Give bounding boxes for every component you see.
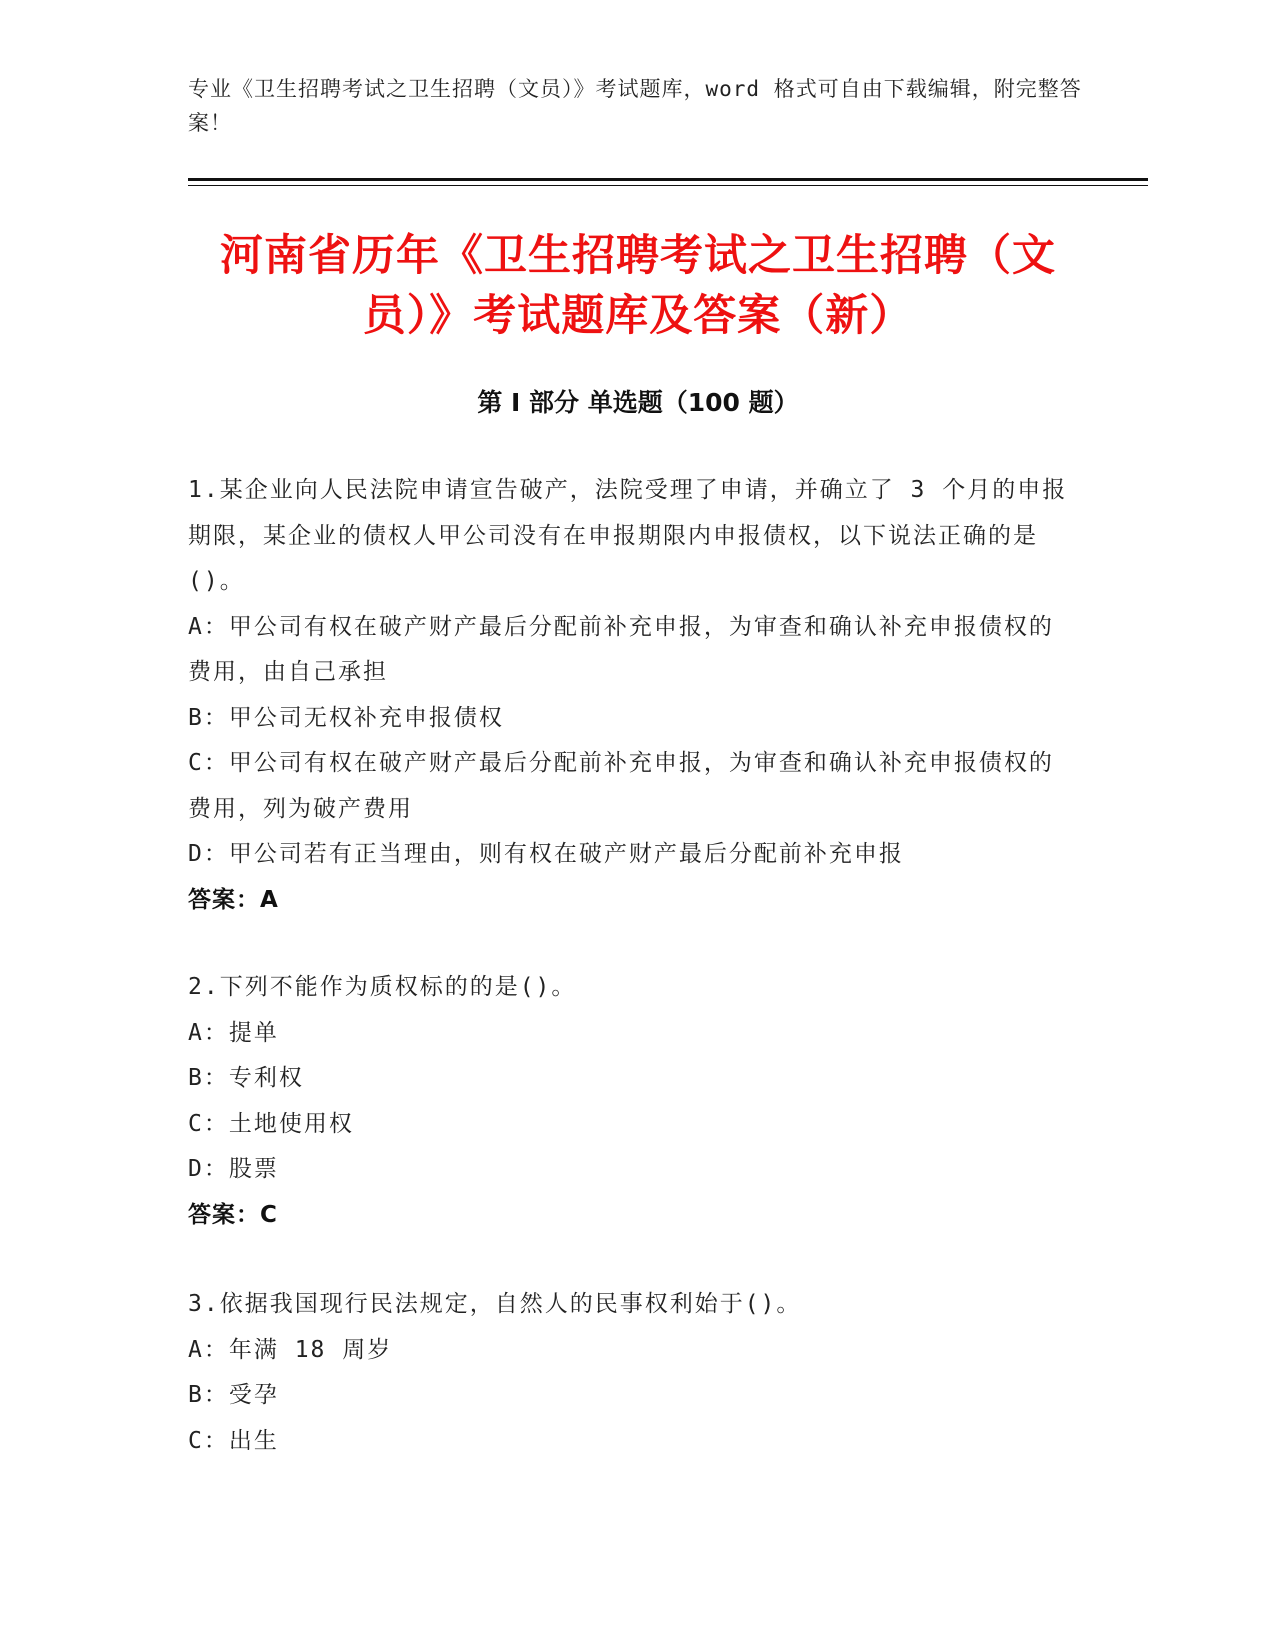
answer: 答案：C xyxy=(188,1201,278,1228)
section-heading: 第 I 部分 单选题（100 题） xyxy=(477,388,799,417)
option-a: A：提单 xyxy=(188,1019,279,1046)
question-stem: 1.某企业向人民法院申请宣告破产，法院受理了申请，并确立了 3 个月的申报期限，某企业的债权人甲公司没有在申报期限内申报债权，以下说法正确的是()。 xyxy=(188,477,1068,594)
option-d: D：甲公司若有正当理由，则有权在破产财产最后分配前补充申报 xyxy=(188,841,904,867)
question-stem: 3.依据我国现行民法规定，自然人的民事权利始于()。 xyxy=(188,1291,802,1317)
option-d: D：股票 xyxy=(188,1156,279,1182)
header-note: 专业《卫生招聘考试之卫生招聘（文员）》考试题库，word 格式可自由下载编辑，附完整答案！ xyxy=(188,77,1082,135)
question-1 xyxy=(188,468,1068,923)
option-b: B：受孕 xyxy=(188,1382,279,1408)
option-b: B：专利权 xyxy=(188,1065,304,1091)
answer: 答案：A xyxy=(188,886,279,913)
option-b: B：甲公司无权补充申报债权 xyxy=(188,704,504,731)
header-divider-thin xyxy=(188,185,1148,186)
option-a: A：甲公司有权在破产财产最后分配前补充申报，为审查和确认补充申报债权的费用，由自己承担 xyxy=(188,613,1054,685)
option-a: A：年满 18 周岁 xyxy=(188,1336,393,1363)
option-c: C：土地使用权 xyxy=(188,1110,354,1137)
option-c: C：出生 xyxy=(188,1427,279,1454)
document-title: 河南省历年《卫生招聘考试之卫生招聘（文员）》考试题库及答案（新） xyxy=(220,231,1056,341)
question-2 xyxy=(188,965,1068,1238)
header-divider xyxy=(188,178,1148,181)
question-3 xyxy=(188,1282,1068,1464)
question-stem: 2.下列不能作为质权标的的是()。 xyxy=(188,974,577,1000)
option-c: C：甲公司有权在破产财产最后分配前补充申报，为审查和确认补充申报债权的费用，列为破产费用 xyxy=(188,750,1054,822)
